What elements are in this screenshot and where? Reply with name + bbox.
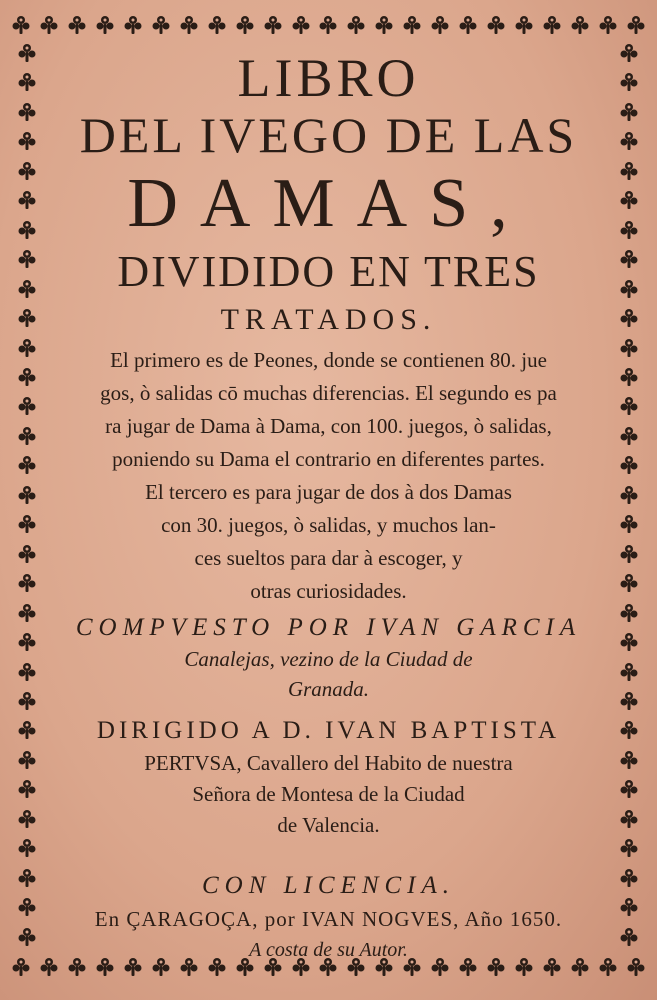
ornamental-border-right [612, 42, 646, 948]
fleuron-icon [618, 219, 640, 241]
imprint-line: En ÇARAGOÇA, por IVAN NOGVES, Año 1650. [94, 907, 563, 931]
fleuron-icon [150, 14, 172, 36]
fleuron-icon [16, 248, 38, 270]
ornamental-border-top [0, 8, 657, 42]
author-line: COMPVESTO POR IVAN GARCIA [75, 614, 582, 641]
dedication-line: de Valencia. [277, 813, 380, 837]
fleuron-icon [618, 513, 640, 535]
fleuron-icon [16, 219, 38, 241]
fleuron-icon [178, 14, 200, 36]
fleuron-icon [16, 454, 38, 476]
fleuron-icon [618, 278, 640, 300]
fleuron-icon [618, 661, 640, 683]
description-line: gos, ò salidas cō muchas diferencias. El segundo es pa [100, 381, 557, 405]
description-line: El primero es de Peones, donde se contienen 80. jue [110, 348, 547, 372]
fleuron-icon [16, 543, 38, 565]
fleuron-icon [541, 14, 563, 36]
fleuron-icon [618, 484, 640, 506]
fleuron-icon [16, 278, 38, 300]
fleuron-icon [16, 837, 38, 859]
fleuron-icon [16, 808, 38, 830]
fleuron-icon [618, 543, 640, 565]
fleuron-icon [16, 130, 38, 152]
dedication-line: Señora de Montesa de la Ciudad [192, 782, 465, 806]
fleuron-icon [625, 14, 647, 36]
fleuron-icon [429, 14, 451, 36]
author-line: Canalejas, vezino de la Ciudad de [184, 647, 473, 671]
description [46, 344, 611, 608]
fleuron-icon [618, 867, 640, 889]
fleuron-icon [16, 513, 38, 535]
description-line: ra jugar de Dama à Dama, con 100. juegos, ò salidas, [105, 414, 552, 438]
fleuron-icon [618, 130, 640, 152]
fleuron-icon [618, 307, 640, 329]
fleuron-icon [618, 454, 640, 476]
title-text-block [46, 42, 611, 961]
fleuron-icon [597, 14, 619, 36]
fleuron-icon [262, 14, 284, 36]
fleuron-icon [16, 896, 38, 918]
description-line: ces sueltos para dar à escoger, y [194, 546, 463, 570]
fleuron-icon [290, 14, 312, 36]
fleuron-icon [618, 778, 640, 800]
fleuron-icon [618, 896, 640, 918]
fleuron-icon [16, 425, 38, 447]
fleuron-icon [618, 602, 640, 624]
fleuron-icon [94, 14, 116, 36]
fleuron-icon [457, 14, 479, 36]
fleuron-icon [618, 719, 640, 741]
fleuron-icon [618, 248, 640, 270]
fleuron-icon [16, 337, 38, 359]
fleuron-icon [16, 484, 38, 506]
fleuron-icon [569, 14, 591, 36]
title-line-del-juego: DEL IVEGO DE LAS [79, 107, 578, 163]
description-line: poniendo su Dama el contrario en diferentes partes. [112, 447, 545, 471]
fleuron-icon [16, 42, 38, 64]
fleuron-icon [618, 690, 640, 712]
fleuron-icon [38, 14, 60, 36]
fleuron-icon [618, 808, 640, 830]
fleuron-icon [16, 307, 38, 329]
fleuron-icon [618, 189, 640, 211]
fleuron-icon [513, 14, 535, 36]
fleuron-icon [618, 837, 640, 859]
license-line: CON LICENCIA. [201, 872, 456, 899]
fleuron-icon [10, 14, 32, 36]
title-line-libro: LIBRO [237, 48, 420, 108]
fleuron-icon [10, 956, 32, 978]
fleuron-icon [618, 337, 640, 359]
title-line-dividido: DIVIDIDO EN TRES [117, 247, 540, 296]
fleuron-icon [16, 366, 38, 388]
fleuron-icon [618, 160, 640, 182]
cost-line: A costa de su Autor. [249, 939, 408, 961]
fleuron-icon [401, 14, 423, 36]
fleuron-icon [618, 631, 640, 653]
title-line-damas: DAMAS, [127, 165, 530, 242]
ornamental-border-left [10, 42, 44, 948]
title-line-tratados: TRATADOS. [220, 303, 437, 336]
author-line: Granada. [287, 677, 370, 701]
fleuron-icon [16, 778, 38, 800]
fleuron-icon [16, 395, 38, 417]
fleuron-icon [16, 71, 38, 93]
fleuron-icon [16, 189, 38, 211]
fleuron-icon [625, 956, 647, 978]
fleuron-icon [618, 101, 640, 123]
fleuron-icon [16, 631, 38, 653]
fleuron-icon [16, 926, 38, 948]
fleuron-icon [234, 14, 256, 36]
fleuron-icon [16, 572, 38, 594]
fleuron-icon [618, 395, 640, 417]
fleuron-icon [618, 425, 640, 447]
description-line: otras curiosidades. [250, 579, 407, 603]
fleuron-icon [618, 926, 640, 948]
fleuron-icon [16, 690, 38, 712]
fleuron-icon [16, 101, 38, 123]
fleuron-icon [618, 71, 640, 93]
description-line: con 30. juegos, ò salidas, y muchos lan- [161, 513, 496, 537]
dedication-line: DIRIGIDO A D. IVAN BAPTISTA [96, 717, 561, 744]
fleuron-icon [317, 14, 339, 36]
fleuron-icon [122, 14, 144, 36]
fleuron-icon [16, 719, 38, 741]
fleuron-icon [16, 867, 38, 889]
fleuron-icon [485, 14, 507, 36]
fleuron-icon [373, 14, 395, 36]
fleuron-icon [206, 14, 228, 36]
fleuron-icon [618, 366, 640, 388]
fleuron-icon [16, 661, 38, 683]
fleuron-icon [16, 602, 38, 624]
fleuron-icon [16, 160, 38, 182]
fleuron-icon [618, 42, 640, 64]
fleuron-icon [618, 749, 640, 771]
fleuron-icon [618, 572, 640, 594]
dedication-line: PERTVSA, Cavallero del Habito de nuestra [144, 751, 513, 775]
fleuron-icon [16, 749, 38, 771]
fleuron-icon [345, 14, 367, 36]
fleuron-icon [66, 14, 88, 36]
description-line: El tercero es para jugar de dos à dos Damas [145, 480, 512, 504]
